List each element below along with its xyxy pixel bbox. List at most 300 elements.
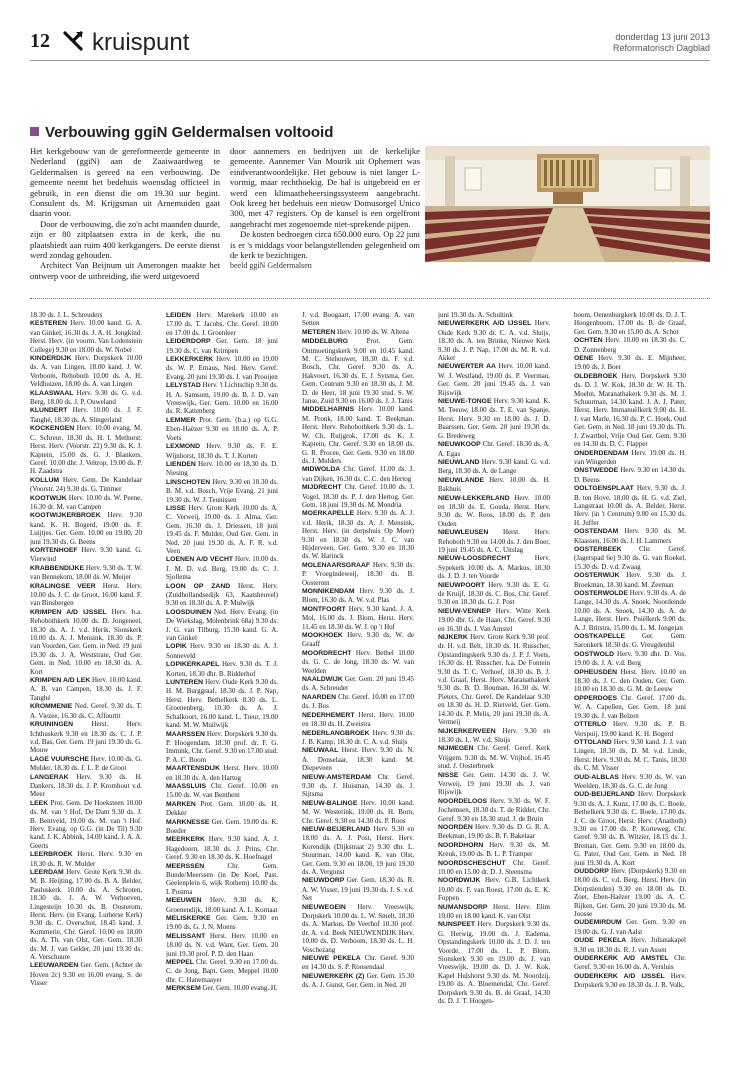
listing-entry [166, 835, 278, 861]
place-name: NISSE [438, 771, 459, 779]
listing-entry [30, 564, 142, 582]
place-name: LEXMOND [166, 443, 200, 451]
place-name: LELYSTAD [166, 382, 201, 390]
listing-entry [574, 466, 686, 484]
listing-entry [574, 918, 686, 936]
listing-entry [302, 876, 414, 902]
place-name: NIEUW-VENNEP [438, 607, 491, 615]
place-name: NIEUW-LEKKERLAND [438, 494, 510, 502]
place-name: NUMANSDORP [438, 903, 488, 911]
place-name: MARKNESSE [166, 818, 210, 826]
place-name: MAARSSEN [166, 730, 205, 738]
listing-entry [574, 311, 686, 336]
listing-entry [30, 311, 142, 319]
publication-name: Reformatorisch Dagblad [612, 43, 710, 53]
service-details: Herv. 10.00 kand. M. Pronk, 18.00 kand. T. Beekman, Herst. Herv. Rehobothkerk 9.30 ds. L. W. Ch. Ruijgrok, 17.00 ds. K. J. Kaptein, Chr. Geref. 9.30 en 18.00 ds. G. R. Procee, Ger. Gem. 9.30 en 18.00 ds. J. Mulders [302, 405, 414, 465]
service-details: Herv. 9.30 ds. P. B. Verspuij, 19.00 kand. K. H. Bogerd [574, 720, 686, 738]
place-name: METEREN [302, 328, 336, 336]
place-name: OPPERDOES [574, 694, 618, 702]
service-details: Ger. Gem. 19.00 ds. K. Boeder [166, 817, 278, 835]
service-details: Herv. 9.30 ds. A. de Lange, 14.30 ds. A. Snoek, Noordeinde 10.00 ds. A. Snoek, 14.30 ds. A. de Lange, Herst. Herv. Pniëlkerk 9.00 ds. A. J. Britstra, 15.00 ds. L. M. Jongejan [574, 589, 686, 632]
listing-entry [30, 608, 142, 676]
place-name: NOORDSCHESCHUT [438, 859, 506, 867]
listing-entry [302, 649, 414, 675]
listing-entry [30, 424, 142, 475]
service-details: Herst. Herv. 10.00 en 18.30 ds. J. C. den Ouden, Ger. Gem. 10.00 en 18.30 ds. G. M. de Leeuw [574, 667, 686, 694]
section-divider [30, 298, 710, 299]
service-details: Ger. Gem. 14.30 ds. J. W. Verweij, 19 juni 19.30 ds. J. van Rijswijk [438, 770, 550, 797]
listing-entry [574, 449, 686, 467]
service-details: Herv. 9.30 ds. M. Kreuk, 19.00 ds. B. L. P. Tramper [438, 840, 550, 859]
place-name: NIEUWERKERK (Z) [302, 972, 365, 980]
listing-entry [166, 782, 278, 800]
place-name: NIEUWAAL [302, 747, 339, 755]
service-details: Chr. Geref. 9.30 en 17.00 ds. C. de Jong, Bapt. Gem. Meppel 10.00 dhr. C. Hanemaayer [166, 958, 278, 984]
service-details: Herv. 9.30 ds. T. J. Korten, 18.30 dhr. B. Ridderhof [166, 660, 278, 678]
place-name: NIJMEGEN [438, 745, 474, 753]
issue-date: donderdag 13 juni 2013 [615, 32, 710, 42]
place-name: NUNSPEET [438, 921, 476, 929]
place-name: MOORDRECHT [302, 649, 352, 657]
service-details: Herv. Julianakapel 9.30 en 18.30 ds. R. J. van Assen [574, 936, 686, 954]
place-name: OOLTGENSPLAAT [574, 485, 634, 493]
service-details: Chr. Geref. 10.00 en 15.00 ds. W. van Benthem [166, 781, 278, 800]
place-name: OENE [574, 355, 594, 363]
service-details: Ned. Herv. Evang. (in De Wiekslag, Molenbrink 68a) 9.30 ds. J. G. van Tilburg, 15.30 kand. G. A. van Ginkel [166, 607, 278, 643]
listing-entry [30, 676, 142, 702]
listing-entry [574, 484, 686, 527]
service-details: juni 19.30 ds. A. Schultink [438, 311, 513, 319]
service-details: Herv. 9.30 en 18.00 ds. A. J. Post, Herst. Herv. Korendijk (Dijkstraat 2) 9.30 dhr. L. Stuurman, 14.00 kand. K. van Olst, Ger. Gem. 9.30 en 18.00, 19 juni 19.30 ds. A. Vergunst [302, 824, 414, 876]
service-details: Herv. 9.30 kand. J. J. van Lingen, 18.30 ds. D. M. v.d. Linde, Herst. Herv. 9.30 ds. M. C. Tanis, 18.30 ds. C. M. Visser [574, 737, 686, 773]
service-details: Prot. Gem. Ontmoetingskerk 9.00 en 10.45 kand. M. C. Stehouwer, 18.30 ds. F. v.d. Bosch, Chr. Geref. 9.30 ds. A. Hakvoort, 16.30 ds. E. J. Sytsma, Ger. Gem. Centrum 9.30 en 18.30 ds. J. M. D. de Heer, 18 juni 19.30 stud. S. W. Janse, Zuid 9.30 en 16.00 ds. J. J. Tanis [302, 337, 414, 406]
listing-entry [438, 362, 550, 397]
service-details: Herv. 9.30 ds. W. de Graaff [302, 631, 414, 649]
place-name: KINDERDIJK [30, 355, 72, 363]
place-name: OUDEMIRDUM [574, 919, 622, 927]
service-details: Herst. Herv. 10.00 ds. J. C. de Groot, 16.00 kand. F. van Binsbergen [30, 581, 142, 608]
place-name: OPHEUSDEN [574, 668, 618, 676]
listing-entry [438, 494, 550, 529]
place-name: NEDERLANGBROEK [302, 729, 370, 737]
place-name: LOON OP ZAND [166, 582, 231, 590]
service-details: Herst. Herv. 9.30 en 18.30 ds. R. W. Mulder [30, 850, 142, 868]
article-paragraph: door aannemers en bedrijven uit de kerkelijke gemeente. Aannemer Van Mourik uit Ophemert was eindverantwoordelijke. Het gebouw is niet langer L-vormig, maar rechthoekig. De hal is uitgebreid en er werd een klimaatbeheersingssysteem aangebracht. Ook kreeg het bedehuis een nieuw Domusorgel Unico 300, met 47 registers. Op de kansel is een orgelfront aangebracht met zogenoemde niet-sprekende pijpen. [230, 146, 420, 229]
listing-entry [302, 631, 414, 649]
listing-entry [438, 903, 550, 921]
service-details: Herv. 9.30 dhr. D. Vos, 19.00 ds. J. A. v.d. Berg [574, 649, 686, 668]
service-details: Herv. 9.30 ds. W. F. Jochemsen, 18.30 ds. T. de Ridder, Chr. Geref. 9.30 en 18.30 stud. J. de Bruin [438, 796, 550, 823]
listing-entry [574, 589, 686, 632]
service-details: boom, Oenenburgkerk 10.00 ds. D. J. T. Hoogenboom, 17.00 ds. B. de Graaf, Ger. Gem. 9.30 en 15.00 ds. A. Schot [574, 311, 686, 336]
service-details: Ger. Gem. 9.30 en 19.00 ds. G. J. N. Moens [166, 914, 278, 932]
place-name: MEERSSEN [166, 862, 205, 870]
service-details: Herst. Herv. 9.30 ds. N. A. Donselaar, 18.30 kand. M. Diepeveen [302, 746, 414, 773]
place-name: LEMMER [166, 416, 196, 424]
listing-entry [302, 693, 414, 711]
listing-entry [166, 442, 278, 460]
listing-entry [574, 738, 686, 773]
place-name: OTTOLAND [574, 738, 612, 746]
service-details: Herv. 9.30 ds. P. Vroegindeweij, 18.30 ds. B. Oosterom [302, 560, 414, 587]
place-name: OOSTERBEEK [574, 545, 622, 553]
service-details: Herv. 10.00 ds. H. Bakhuis [438, 475, 550, 494]
service-details: Herv. 9.30 ds. G. v.d. Berg, 18.00 ds. J. P. Ouweland [30, 388, 142, 407]
service-details: Chr. Geref. 9.30 en 16.00 ds. A. Versluis [574, 954, 686, 972]
place-name: NAALDWIJK [302, 676, 343, 684]
listing-entry [30, 494, 142, 512]
article-paragraph: Architect Van Beijnum uit Amerongen maakte het ontwerp voor de uitbreiding, die werd uitgevoerd [30, 260, 220, 281]
listing-entry [166, 478, 278, 504]
listing-entry [302, 773, 414, 799]
listing-entry [438, 554, 550, 580]
service-details: Herv. 10.00 en 18.30 ds. D. Niesing [166, 459, 278, 478]
section-title: kruispunt [92, 29, 190, 56]
listing-column-5 [574, 311, 686, 1061]
service-details: Herv. Vreeswijk, Dorpskerk 10.00 ds. L. W. Smelt, 18.30 ds. A. Markus, De Veerhof 10.30 prof. dr. A. v.d. Beek NIEUWENDIJK Herv. 10.00 ds. D. Verboom, 18.30 ds. L. H. Voschezang [302, 902, 414, 954]
place-name: OUDERKERK A/D AMSTEL [574, 955, 669, 963]
service-details: Herv. Sypekerk 10.00 ds. A. Markus, 18.30 ds. J. D. J. ten Voorde [438, 554, 550, 581]
listing-entry [438, 311, 550, 319]
place-name: OOSTERWOLDE [574, 590, 628, 597]
place-name: OTTERLO [574, 721, 607, 729]
place-name: NOORDWIJK [438, 877, 481, 885]
listing-entry [302, 465, 414, 483]
place-name: KOOTWIJKERBROEK [30, 512, 101, 520]
listing-entry [574, 773, 686, 791]
place-name: NIEUWERTER AA [438, 363, 496, 371]
listing-entry [166, 642, 278, 660]
listing-entry [438, 607, 550, 633]
page-header [30, 28, 710, 58]
listing-entry [302, 328, 414, 337]
listing-entry [438, 797, 550, 823]
listing-entry [574, 571, 686, 589]
service-details: Herv. 9.30 ds. M. Klaassen, 16.00 ds. J. H. Lammers [574, 527, 686, 545]
place-name: LOENEN A/D VECHT [166, 556, 234, 564]
listing-entry [302, 729, 414, 747]
place-name: KOLLUM [30, 476, 60, 484]
place-name: MONTFOORT [302, 605, 346, 613]
service-details: Herv. 10.00 ds. J. M. D. v.d. Berg, 19.00 ds. C. J. Sjollema [166, 555, 278, 582]
listing-entry [302, 675, 414, 693]
service-details: Herv. 10.00 evang. M. C. Schreur, 18.30 ds. H. I. Methorst. Herst. Herv. (Voorstr. 22) 9.30 ds. K. J. Kaptein, 15.00 ds. G. J. Blankers. Geref. 10.00 dhr. J. Veltrop, 19.00 ds. P. H. Zaadstra [30, 424, 142, 476]
listing-entry [30, 319, 142, 354]
service-details: Herv. Dorpskerk 9.30 ds. D. J. W. Kok, 18.30 dr. W. H. Th. Moehn, Maranathakerk 9.30 ds. M. J. Schuurman, 14.30 kand. J. A. J. Pater, Herst. Herv. Immanuëlkerk 9.00 ds. H. J. van Marle, 16.30 ds. P. C. Hoek, Oud Ger. Gem. in Ned. 18 juni 19.30 ds. Th. J. Zwartbol, Vrije Oud Ger. Gem. 9.30 en 14.30 ds. D. C. Flapper [574, 371, 686, 449]
article-column-1 [30, 146, 220, 281]
listing-entry [302, 587, 414, 605]
place-name: MELISSANT [166, 932, 206, 940]
listing-entry [30, 582, 142, 608]
listing-entry [438, 771, 550, 797]
place-name: NIEUWEGEIN [302, 903, 346, 911]
service-details: Herv. 9.30 kand. K. H. Bogerd, 19.00 ds. F. Luijtjes. Ger. Gem. 10.00 en 19.00, 20 juni 19.30 ds. G. Beens [30, 511, 142, 546]
service-details: Chr. Geref. Geref. Kerk Vrijgem. 9.30 ds. M. W. Vrijhof, 16.45 stud. J. Oosterbroek [438, 744, 550, 771]
listing-entry [438, 458, 550, 476]
listing-entry [30, 799, 142, 850]
listing-entry [30, 773, 142, 799]
listing-entry [574, 527, 686, 545]
service-details: Herv. 9.30 en 18.30 ds. B. M. v.d. Bosch, Vrije Evang. 21 juni 19.30 ds. W. J. Teunissen [166, 477, 278, 504]
service-details: Herv. Gem. De Kandelaar (Voorstr. 24) 9.30 ds. G. Timmer [30, 475, 142, 494]
place-name: OUDE PEKELA [574, 937, 627, 945]
listing-entry [302, 605, 414, 631]
place-name: NIJKERKERVEEN [438, 727, 496, 735]
service-details: Herv. 9.30 ds. A. J. v.d. Herik, 18.30 ds. A. J. Mensink, Herst. Herv. (in dorpshuis Op Moer) 9.30 en 18.30 ds. W. J. C. van Hijderveen, Ger. Gem. 9.30 en 18.30 ds. W. Harinck [302, 509, 414, 561]
service-details: Herv. 9.30 kand. J. A. Mol, 16.00 ds. J. Blom, Herst. Herv. 11.45 en 18.30 ds. W. J. op 't Hof [302, 604, 414, 631]
listing-entry [574, 354, 686, 372]
listing-entry [166, 764, 278, 782]
service-details: Prot. Gem. 10.00 ds. H. Dekker [166, 799, 278, 818]
place-name: MAARTENSDIJK [166, 765, 221, 773]
place-name: MELISKERKE [166, 915, 211, 923]
place-name: LOPIK [166, 643, 187, 651]
listing-entry [166, 958, 278, 984]
place-name: MARKEN [166, 800, 196, 808]
place-name: KESTEREN [30, 320, 68, 328]
service-details: Herv. 9.30 ds. H. Dankers, 18.30 ds. J. P. Kromhout v.d. Meer [30, 772, 142, 799]
service-details: Herv. 9.30 ds. K. Groenendijk, 18.00 kand. A. L. Kornaat [166, 896, 278, 914]
place-name: NAARDEN [302, 693, 336, 701]
article-title: Verbouwing ggiN Geldermalsen voltooid [45, 124, 334, 141]
service-details: Herv. 't Lichtschip 9.30 ds. H. A. Samsom, 19.00 ds. B. J. D. van Vreeswijk, Ger. Gem. 10.00 en 16.00 ds. R. Kattenberg [166, 381, 278, 416]
crossroads-arrow-icon [62, 30, 84, 52]
listing-entry [302, 972, 414, 990]
place-name: KRABBENDIJKE [30, 564, 85, 572]
header-rule [30, 60, 710, 61]
article-paragraph: Het kerkgebouw van de gereformeerde gemeente in Nederland (ggiN) aan de Zaaiwaardweg te Geldermalsen is gereed na een verbouwing. De gemeente neemt het bedehuis woensdag officieel in gebruik, in een dienst die om 19.30 uur begint. Consulent ds. M. Krijgsman uit Arnemuiden gaat daarin voor. [30, 146, 220, 219]
service-details: Herv. Dorpskerk 9.30 en 18.30 ds. J. R. Volk, [574, 971, 686, 990]
listing-entry [166, 337, 278, 355]
place-name: OUD-ALBLAS [574, 773, 619, 781]
listing-entry [166, 608, 278, 643]
service-details: Chr. Geref. 11.00 ds. J. van Dijken, 16.30 ds. C. C. den Hertog [302, 465, 414, 483]
service-details: Prot. Gem. (b.a.) op G.G. Eben-Haëzer 9.30 en 18.00 ds. A. P. Voets [166, 415, 278, 442]
service-details: Herst. Herv. Ichthuskerk 9.30 en 18.30 ds. C. J. P. v.d. Bas, Ger. Gem. 19 juni 19.30 ds. G. Mouw [30, 720, 142, 755]
service-details: Herv. 10.00 en 18.30 ds. E. Gouda, Herst. Herv. 9.30 ds. W. Roos, 18.00 ds. P. den Ouden [438, 493, 550, 528]
place-name: NIEUWE-TONGE [438, 398, 492, 406]
place-name: OCHTEN [574, 337, 603, 345]
listing-entry [438, 859, 550, 877]
place-name: LANGERAK [30, 773, 69, 781]
service-details: Herv. 9.30 kand. G. Vierwind [30, 545, 142, 564]
listing-entry [302, 711, 414, 729]
article-paragraph: Door de verbouwing, die zo'n acht maanden duurde, zijn er 80 zitplaatsen extra in de kerk, die nu plaatsbiedt aan ruim 400 kerkgangers. De eerste dienst werd zondag gehouden. [30, 218, 220, 261]
service-details: Chr. Geref. 18.30 ds. A. A. Egas [438, 440, 550, 458]
headline-square-icon [30, 127, 39, 136]
place-name: MEPPEL [166, 959, 194, 967]
listing-entry [166, 460, 278, 478]
place-name: NIEUWDORP [302, 877, 345, 885]
place-name: MIDDELBURG [302, 338, 349, 346]
place-name: LINSCHOTEN [166, 478, 211, 486]
listing-entry [302, 405, 414, 465]
listing-entry [30, 702, 142, 720]
listing-entry [166, 730, 278, 765]
service-details: Herst. Herv. 10.00 en 18.30 ds. A. den Hartog [166, 764, 278, 782]
listing-entry [166, 311, 278, 337]
place-name: NIEUWERKERK A/D IJSSEL [438, 320, 532, 328]
listing-entry [166, 678, 278, 729]
place-name: KORTENHOEF [30, 546, 78, 554]
listing-entry [574, 336, 686, 354]
listing-entry [30, 546, 142, 564]
service-details: Herv. 9.30 ds. F. E. Wijnhorst, 18.30 ds. T. J. Korten [166, 442, 278, 460]
church-interior-illustration [425, 146, 710, 262]
place-name: LEEUWARDEN [30, 962, 79, 970]
listing-entry [438, 920, 550, 1005]
place-name: LEIDERDORP [166, 338, 211, 346]
listing-entry [438, 841, 550, 859]
listing-entry [574, 720, 686, 738]
listing-column-4 [438, 311, 550, 1061]
service-details: Herv. 9.30 en 18.30 ds. A. J. Sonneveld [166, 642, 278, 660]
listing-entry [438, 440, 550, 458]
service-details: Chr. Gem. Bunde/Meerssen (in De Koel, Past. Geelenplein 6, wijk Rothem) 10.00 ds. I. Postma [166, 861, 278, 896]
listing-entry [438, 633, 550, 726]
listing-entry [166, 582, 278, 608]
place-name: NIEUWKOOP [438, 441, 481, 449]
service-details: Herv. Witte Kerk 19.00 dhr. G. de Haan, Chr. Geref. 9.30 en 16.30 ds. J. Van Amstel [438, 606, 550, 633]
service-details: Chr. Geref. 9.30 ds. J. Huisman, 14.30 ds. J. Sijtsma [302, 772, 414, 799]
place-name: MOERKAPELLE [302, 510, 355, 518]
place-name: MEEUWEN [166, 897, 202, 905]
service-details: Herv. Grote Kerk 9.30 ds. M. B. Heijting, 17.00 ds. B. A. Belder, Pauluskerk 10.00 ds. A. Schroten, 18.30 ds. J. A. W. Verhoeven, Lingesteijn 10.30 ds. B. Oosterom, Herst. Herv. (in Evang. Lutherse Kerk) 9.30 ds. C. Overschot, 18.45 kand. J. Kommerie, Chr. Geref. 10.00 en 18.00 ds. A. Th. van Olst, Ger. Gem. 18.30 ds. M. J. van Gelder, 20 juni 19.30 ds. A. Verschuure [30, 868, 142, 962]
place-name: NIEUW-AMSTERDAM [302, 773, 371, 781]
listing-entry [574, 668, 686, 694]
listing-column-2 [166, 311, 278, 1061]
listing-entry [302, 825, 414, 876]
place-name: LEERDAM [30, 869, 64, 876]
service-details: Herv. 9.30 ds. E. Mijnheer, 19.00 ds. J. Boer [574, 354, 686, 372]
listing-entry [166, 818, 278, 836]
service-details: Herv. 9.30 ds. J. B. Kamp, 18.30 dr. C. A. v.d. Sluijs [302, 728, 414, 746]
service-details: Herv. 10.00 kand. A. B. van Campen, 18.30 ds. J. F. Tanghé [30, 676, 142, 702]
service-details: Ger. Gem. Saronkerk 18.30 ds. G. Vreugdenhil [574, 632, 686, 650]
service-details: 18.30 ds. J. L. Schreuders [30, 311, 103, 319]
listing-entry [166, 932, 278, 958]
listing-entry [574, 954, 686, 972]
place-name: KRIMPEN A/D IJSSEL [30, 608, 107, 616]
place-name: LEEK [30, 799, 49, 807]
place-name: LIENDEN [166, 460, 196, 468]
service-details: Herv. Bethel 10.00 ds. G. C. de Jong, 18.30 ds. W. van Weelden [302, 648, 414, 675]
listing-entry [574, 694, 686, 720]
place-name: MERKSEM [166, 985, 201, 993]
service-details: Herv. Oude Kerk 9.30 ds. H. M. Burggraaf, 18.30 ds. J. P. Nap, Herst. Herv. Bethelkerk 8.30 ds. L. Groenenberg, 10.30 ds. A. J. Schalkoort, 16.00 kand. L. Treur, 19.00 kand. M. W. Muilwijk [166, 678, 278, 730]
service-details: Herv. 10.00 ds. W. Peene, 16.30 dr. M. van Campen [30, 493, 142, 511]
service-details: Ger. Gem. 20 juni 19.45 ds. A. Schreuder [302, 675, 414, 693]
service-details: Chr. Geref. 10.00 en 17.00 ds. J. Bos [302, 692, 414, 711]
place-name: LEKKERKERK [166, 356, 214, 364]
service-details: Herv. 9.30 en 18.30 ds. L. W. v.d. Sluijs [438, 726, 550, 744]
service-details: Herv. Grote Kerk 10.00 ds. A. C. Verweij, 19.00 ds. J. Alma, Ger. Gem. 16.30 ds. J. Driessen, 18 juni 19.45 ds. F. Mulder, Oud Ger. Gem. in Ned. 20 juni 19.30 ds. A. F. R. v.d. Veen [166, 503, 278, 555]
place-name: MOOKHOEK [302, 632, 343, 640]
listing-column-3 [302, 311, 414, 1061]
place-name: LOPIKERKAPEL [166, 661, 220, 669]
service-details: Herv. 9.30 ds. J. Broekman, 18.30 kand. M. Zeeman [574, 571, 686, 589]
service-details: Herv. 9.30 ds. J. B. ten Hove, 18.00 ds. H. G. v.d. Ziel, Langstraat 10.00 ds. A. Belder, Herst. Herv. (in 't Centrum) 9.00 en 15.30 ds. H. Juffer [574, 484, 686, 527]
service-details: Herst. Herv. 10.00 en 18.30 ds. H. Zweistra [302, 710, 414, 729]
listing-entry [302, 509, 414, 560]
listing-entry [30, 850, 142, 868]
place-name: MIDWOLDA [302, 466, 341, 474]
listing-entry [166, 984, 278, 993]
service-details: Herv. 9.30 kand. G. v.d. Berg, 18.30 ds. A. de Lange [438, 457, 550, 476]
listing-entry [438, 476, 550, 494]
listing-entry [302, 311, 414, 328]
service-details: Herv. 9.30 kand. K. M. Teeuw, 18.00 ds. T. E. van Spanje, Herst. Herv. 9.30 en 18.00 ds. J. D. Baarssen, Ger. Gem. 20 juni 19.30 ds. G. Bredeweg [438, 397, 550, 440]
place-name: OUD-BEIJERLAND [574, 791, 635, 799]
service-details: Chr. Geref. 9.30 en 14.30 ds. S. P. Roosendaal [302, 954, 414, 972]
service-details: Ger. Gem. 9.30 en 19.00 ds. G. J. van Aalst [574, 918, 686, 936]
listing-entry [574, 867, 686, 918]
service-details: Ned. Geref. 9.30 ds. T. A. Viezee, 16.30 ds. C. Affourtit [30, 702, 142, 720]
service-details: Herv. 9.30 ds. T. W. van Bennekom, 18.00 ds. W. Meijer [30, 563, 142, 582]
place-name: NIEUWLANDE [438, 476, 485, 484]
listing-entry [438, 319, 550, 362]
listing-entry [574, 972, 686, 990]
listing-entry [302, 337, 414, 405]
place-name: NIEUWE PEKELA [302, 955, 361, 963]
church-interior-photo [425, 146, 710, 262]
service-details: Herst. Herv. Elim 10.00 en 18.00 kand. K. van Olst [438, 902, 550, 921]
place-name: OLDEBROEK [574, 372, 618, 380]
service-details: Herv. Oude Kerk 9.30 dr. C. A. v.d. Sluijs, 18.30 ds. A. ten Brinke, Nieuwe Kerk 9.30 ds. J. P. Nap, 17.00 ds. M. R. v.d. Akker [438, 319, 550, 363]
listing-entry [166, 660, 278, 678]
listing-entry [302, 746, 414, 772]
service-details: Herv. Dorpskerk 10.00 ds. A. van Lingen, 18.00 kand. J. W. Verboom, Rehoboth 10.00 ds. A. H. Veldhuizen, 18.00 ds. A. van Lingen [30, 354, 142, 389]
service-details: Herst. Herv. Rehoboth 9.30 en 14.00 ds. J. den Boer, 19 juni 19.45 ds. A. C. Uitslag [438, 528, 550, 554]
place-name: LOOSDUINEN [166, 608, 212, 616]
listing-entry [166, 555, 278, 581]
listing-entry [166, 381, 278, 416]
listing-entry [30, 389, 142, 407]
place-name: OOSTENDAM [574, 528, 619, 536]
listing-entry [438, 397, 550, 440]
place-name: LEERBROEK [30, 851, 73, 859]
listing-entry [302, 561, 414, 587]
listing-entry [30, 354, 142, 389]
listing-entry [166, 914, 278, 932]
service-details: Herv. (Dorpskerk) 9.30 en 18.00 ds. C. v.d. Berg, Herst. Herv. (in Dorpstienden) 9.30 en 18.00 ds. D. Zoet, Eben-Haëzer 19.00 ds. A. C. Rijken, Ger. Gem. 20 juni 19.30 ds. M. Joosse [574, 867, 686, 919]
service-details: Herv. Dorpskerk 9.30 ds. A. J. Kunz, 17.00 ds. C. Boele, Bethelkerk 9.30 ds. C. Boele, 17.00 ds. J. C. de Groot, Herst. Herv. (Anathoth) 9.30 en 17.00 ds. P. Korteweg, Chr. Geref. 9.30 ds. B. Witzier, 18.15 ds. J. Breman, Ger. Gem. 9.30 en 18.00 ds. G. Pater, Oud Ger. Gem. in Ned. 18 juni 19.30 ds. A. Kort [574, 790, 686, 867]
listing-entry [166, 355, 278, 381]
listing-entry [166, 504, 278, 555]
listing-entry [302, 903, 414, 954]
place-name: MIJDRECHT [302, 484, 342, 492]
place-name: MOLENAARSGRAAF [302, 561, 370, 569]
place-name: NIJKERK [438, 634, 468, 642]
listing-entry [30, 961, 142, 987]
place-name: NOORDEN [438, 823, 473, 831]
service-details: Herv. 10.00 en 18.30 ds. C. D. Zonnenberg [574, 336, 686, 354]
photo-caption: beeld ggiN Geldermalsen [230, 261, 312, 271]
place-name: OUDDORP [574, 868, 609, 875]
place-name: LUNTEREN [166, 679, 204, 687]
service-details: Herv. 9.30 en 14.30 ds. D. Beens [574, 466, 686, 484]
listing-entry [166, 862, 278, 897]
listing-entry [30, 755, 142, 773]
listing-entry [30, 406, 142, 424]
place-name: ONDERDENDAM [574, 449, 629, 457]
service-details: Herv. 10.00 ds. G. Mulder, 18.30 ds. J. L. P. de Groot [30, 754, 142, 773]
service-details: J. v.d. Boogaart, 17.00 evang. A. van Setten [302, 311, 414, 328]
listing-entry [574, 790, 686, 867]
place-name: OOSTWOLD [574, 650, 615, 658]
service-details: Chr. Geref. 10.00 ds. J. Vogel, 18.30 ds. P. J. den Hertog, Ger. Gem. 18 juni 19.30 ds. M. Mondria [302, 483, 414, 509]
place-name: NIEUW-BEIJERLAND [302, 825, 371, 833]
